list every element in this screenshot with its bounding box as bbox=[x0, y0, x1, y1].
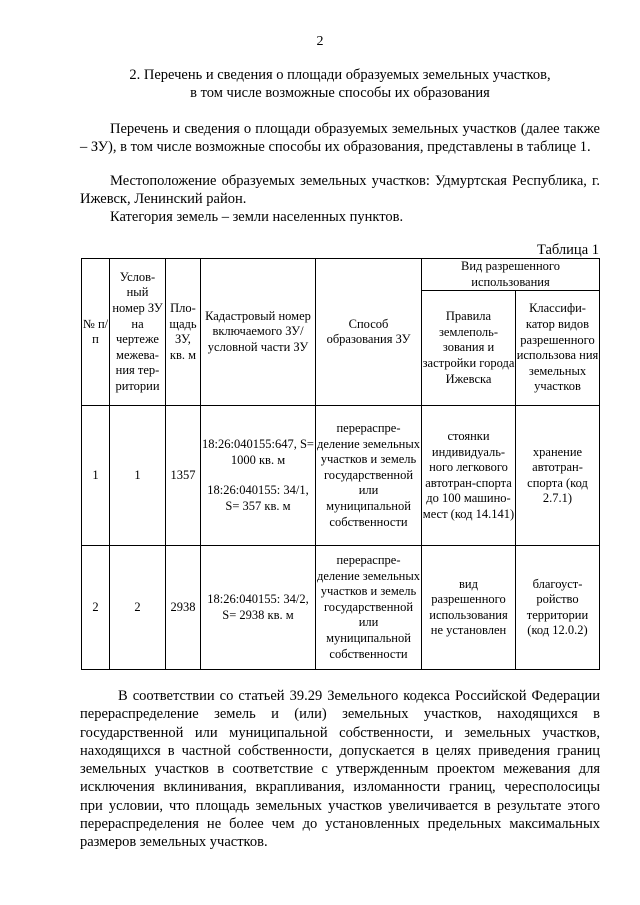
table-row bbox=[82, 546, 600, 670]
land-plots-table bbox=[81, 258, 600, 670]
header-usage-group: Вид разрешенного использования bbox=[422, 259, 600, 291]
section-heading-line-2: в том числе возможные способы их образования bbox=[190, 85, 490, 101]
row-area: 1357 bbox=[166, 406, 201, 546]
header-num: № п/п bbox=[82, 259, 110, 406]
row-rules: стоянки индивидуаль-ного легкового автотран-спорта до 100 машино-мест (код 14.141) bbox=[422, 406, 516, 546]
header-cadastral: Кадастровый номер включаемого ЗУ/условной части ЗУ bbox=[201, 259, 316, 406]
category-paragraph: Категория земель – земли населенных пунктов. bbox=[110, 209, 404, 225]
header-area: Пло-щадь ЗУ, кв. м bbox=[166, 259, 201, 406]
intro-paragraph: Перечень и сведения о площади образуемых земельных участков (далее также – ЗУ), в том числе возможные способы их образования, представлены в таблице 1. bbox=[80, 121, 600, 155]
row-method: перераспре-деление земельных участков и земель государственной или муниципальной собственности bbox=[316, 546, 422, 670]
row-conditional-number: 2 bbox=[110, 546, 166, 670]
row-num: 1 bbox=[82, 406, 110, 546]
row-area: 2938 bbox=[166, 546, 201, 670]
location-paragraph: Местоположение образуемых земельных участков: Удмуртская Республика, г. Ижевск, Ленинский район. bbox=[80, 173, 600, 207]
row-method: перераспре-деление земельных участков и земель государственной или муниципальной собственности bbox=[316, 406, 422, 546]
legal-basis-paragraph: В соответствии со статьей 39.29 Земельного кодекса Российской Федерации перераспределение земель и (или) земельных участков, находящихся в государственной или муниципальной собственности, и земельных участков, находящихся в частной собственности, допускается в целях приведения границ земельных участков в соответствие с утвержденным проектом межевания для исключения вклинивания, вкрапливания, изломанности границ, чересполосицы при условии, что площадь земельных участков увеличивается в результате этого перераспределения не более чем до установленных предельных максимальных размеров земельных участков. bbox=[80, 688, 600, 851]
header-rules: Правила землеполь-зования и застройки города Ижевска bbox=[422, 291, 516, 406]
row-rules: вид разрешенного использования не установлен bbox=[422, 546, 516, 670]
row-classifier: благоуст-ройство территории (код 12.0.2) bbox=[516, 546, 600, 670]
header-conditional-number: Услов-ный номер ЗУ на чертеже межева-ния тер-ритории bbox=[110, 259, 166, 406]
section-heading bbox=[60, 66, 620, 102]
row-num: 2 bbox=[82, 546, 110, 670]
table-row bbox=[82, 406, 600, 546]
row-classifier: хранение автотран-спорта (код 2.7.1) bbox=[516, 406, 600, 546]
header-classifier: Классифи-катор видов разрешенного использова ния земельных участков bbox=[516, 291, 600, 406]
cadastral-entry: 18:26:040155: 34/1, S= 357 кв. м bbox=[207, 483, 309, 513]
section-heading-line-1: 2. Перечень и сведения о площади образуемых земельных участков, bbox=[129, 67, 551, 83]
table-caption: Таблица 1 bbox=[536, 242, 599, 258]
row-cadastral: 18:26:040155: 34/2, S= 2938 кв. м bbox=[201, 546, 316, 670]
page-number: 2 bbox=[316, 34, 324, 49]
row-cadastral bbox=[201, 406, 316, 546]
cadastral-entry: 18:26:040155:647, S= 1000 кв. м bbox=[202, 437, 314, 467]
row-conditional-number: 1 bbox=[110, 406, 166, 546]
header-method: Способ образования ЗУ bbox=[316, 259, 422, 406]
